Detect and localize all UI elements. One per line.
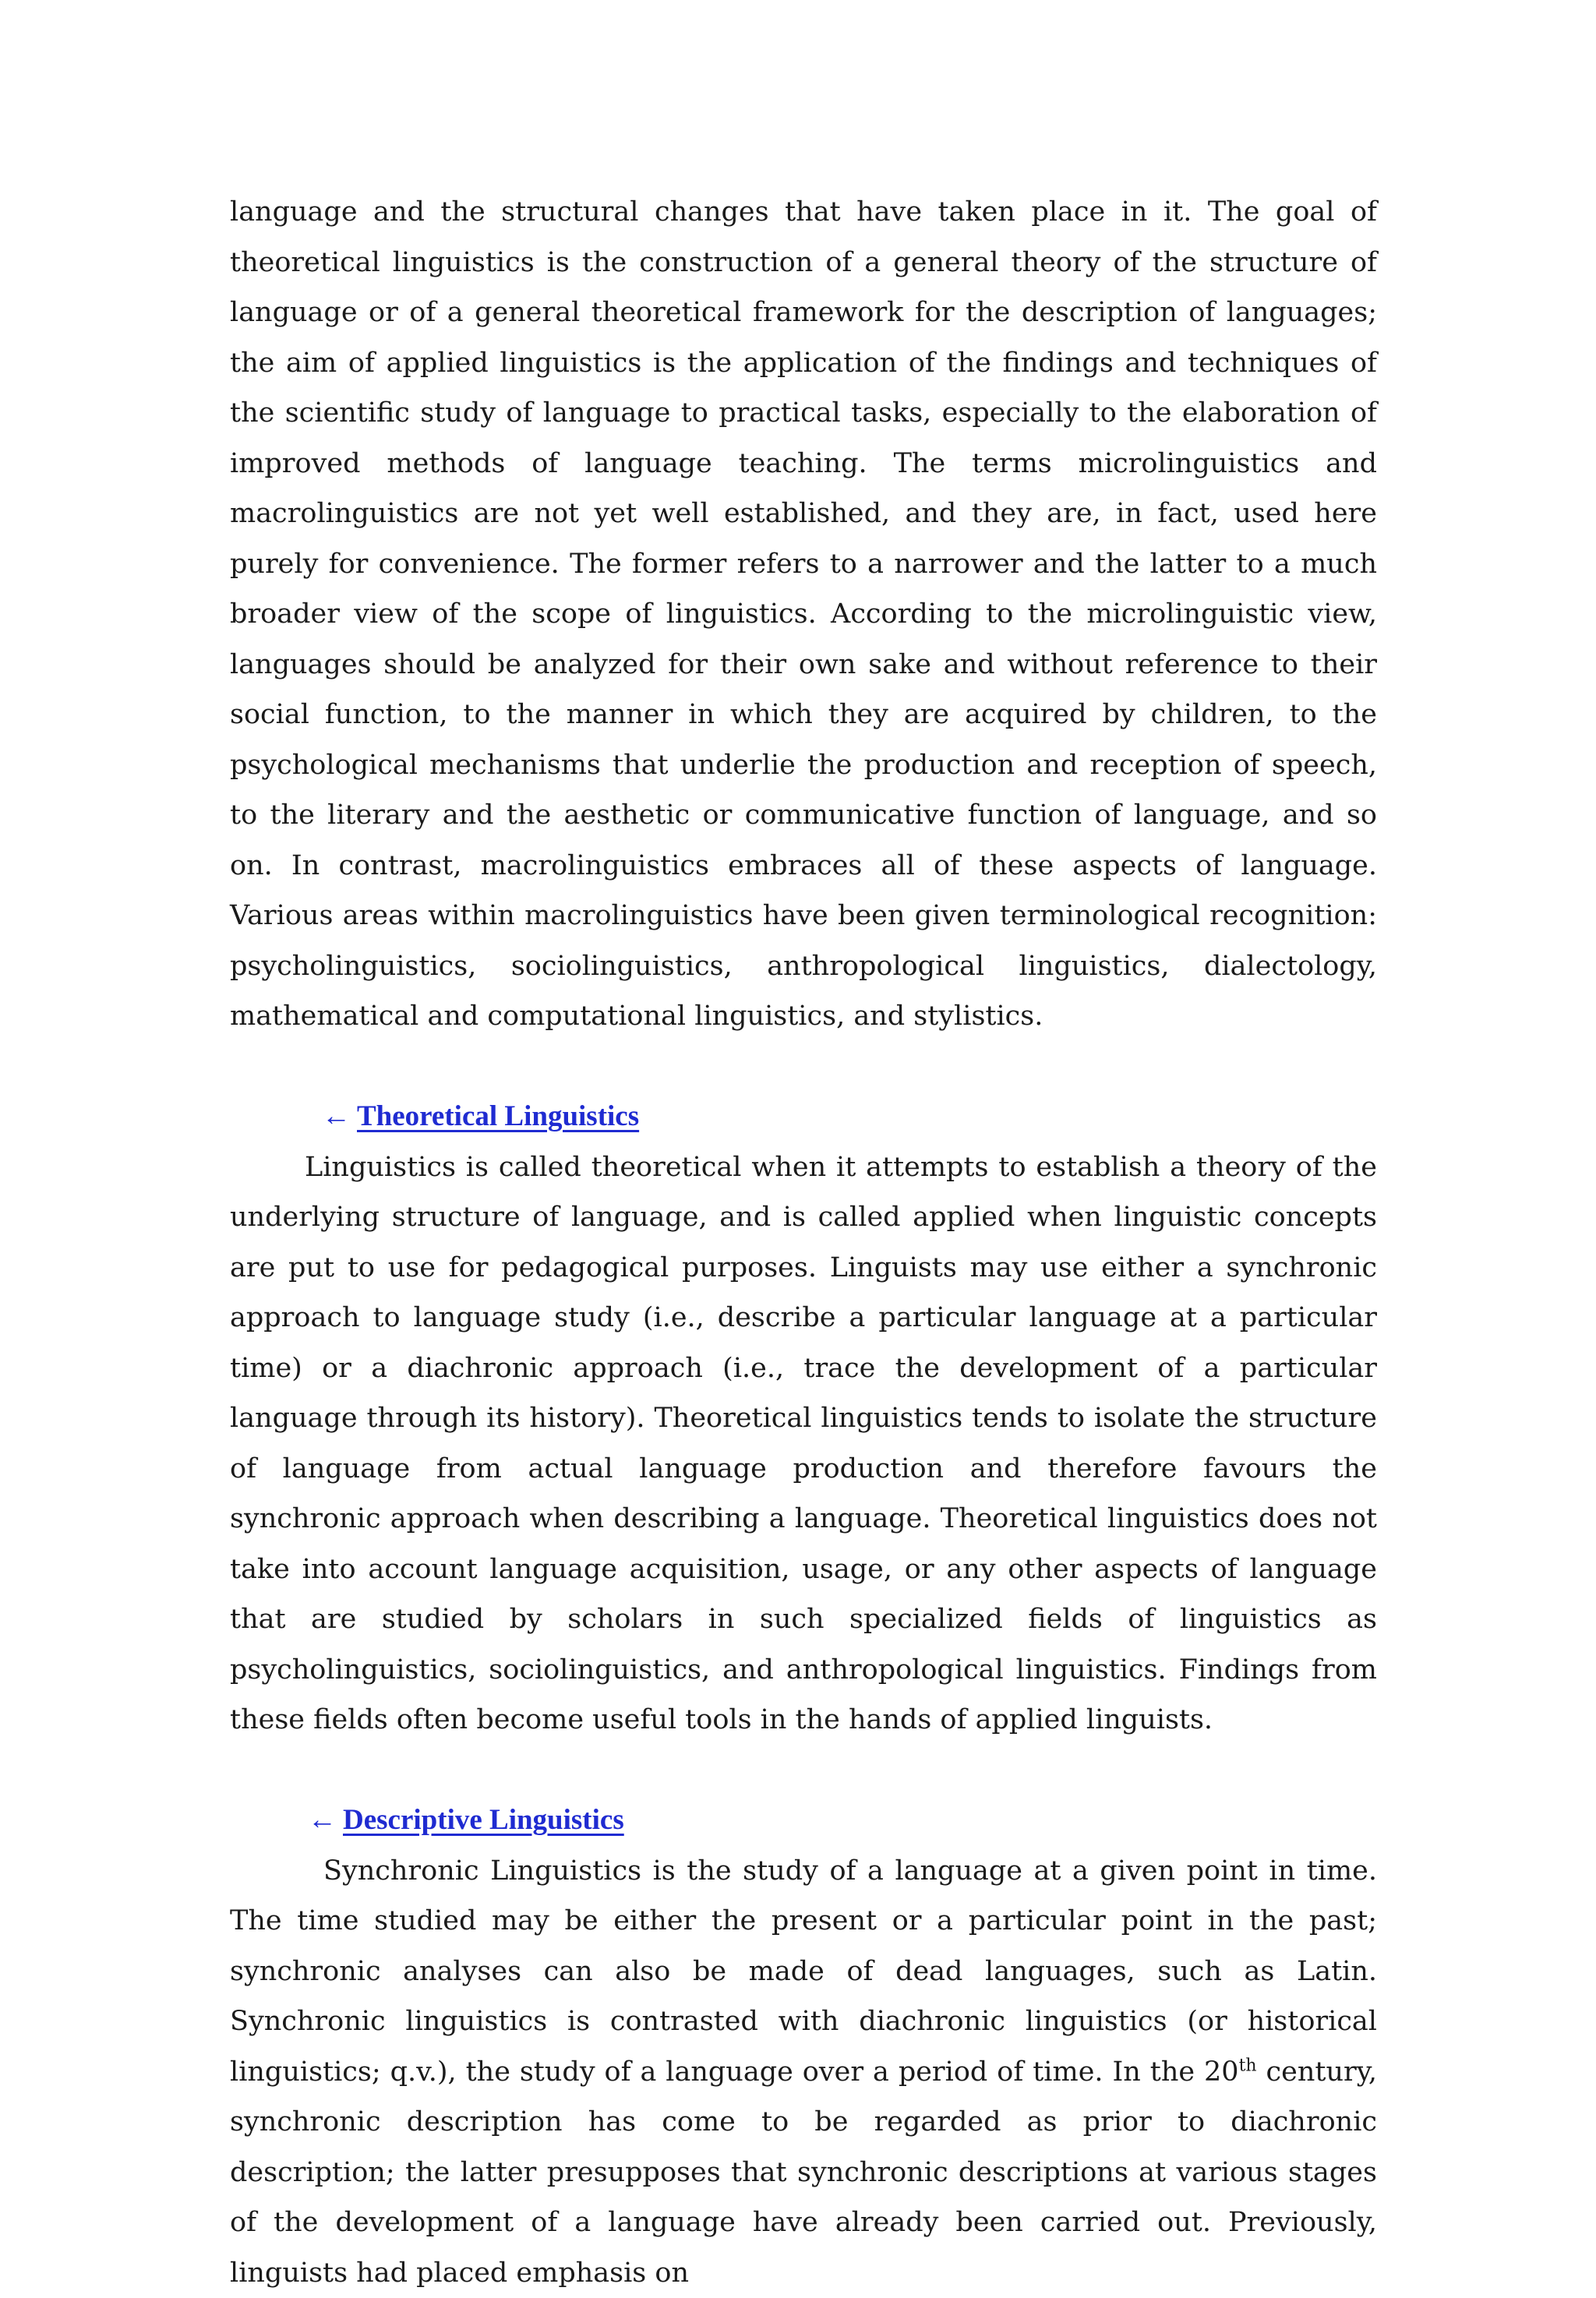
- paragraph-descriptive-part-2: century, synchronic description has come to be regarded as prior to diachronic description; the latter presupposes that synchronic descriptions at various stages of the development of a language have already been carried out. Previously, linguists had placed emphasis on: [230, 2056, 1377, 2289]
- ordinal-superscript: th: [1239, 2056, 1257, 2075]
- left-arrow-icon: ←: [308, 1804, 337, 1836]
- theoretical-linguistics-link[interactable]: Theoretical Linguistics: [357, 1100, 639, 1132]
- left-arrow-icon: ←: [322, 1100, 351, 1132]
- paragraph-descriptive: [230, 1846, 1377, 2298]
- paragraph-intro: language and the structural changes that have taken place in it. The goal of theoretical linguistics is the construction of a general theory of the structure of language or of a general theoretical framework for the description of languages; the aim of applied linguistics is the application of the findings and techniques of the scientific study of language to practical tasks, especially to the elaboration of improved methods of language teaching. The terms microlinguistics and macrolinguistics are not yet well established, and they are, in fact, used here purely for convenience. The former refers to a narrower and the latter to a much broader view of the scope of linguistics. According to the microlinguistic view, languages should be analyzed for their own sake and without reference to their social function, to the manner in which they are acquired by children, to the psychological mechanisms that underlie the production and reception of speech, to the literary and the aesthetic or communicative function of language, and so on. In contrast, macrolinguistics embraces all of these aspects of language. Various areas within macrolinguistics have been given terminological recognition: psycholinguistics, sociolinguistics, anthropological linguistics, dialectology, mathematical and computational linguistics, and stylistics.: [230, 187, 1377, 1042]
- section-heading-descriptive: [230, 1795, 1377, 1846]
- document-page: [230, 187, 1377, 2298]
- section-heading-theoretical: [230, 1092, 1377, 1142]
- paragraph-descriptive-part-1: Synchronic Linguistics is the study of a language at a given point in time. The time studied may be either the present or a particular point in the past; synchronic analyses can also be made of dead languages, such as Latin. Synchronic linguistics is contrasted with diachronic linguistics (or historical linguistics; q.v.), the study of a language over a period of time. In the 20: [230, 1855, 1377, 2088]
- paragraph-theoretical: Linguistics is called theoretical when it attempts to establish a theory of the underlying structure of language, and is called applied when linguistic concepts are put to use for pedagogical purposes. Linguists may use either a synchronic approach to language study (i.e., describe a particular language at a particular time) or a diachronic approach (i.e., trace the development of a particular language through its history). Theoretical linguistics tends to isolate the structure of language from actual language production and therefore favours the synchronic approach when describing a language. Theoretical linguistics does not take into account language acquisition, usage, or any other aspects of language that are studied by scholars in such specialized fields of linguistics as psycholinguistics, sociolinguistics, and anthropological linguistics. Findings from these fields often become useful tools in the hands of applied linguists.: [230, 1142, 1377, 1746]
- descriptive-linguistics-link[interactable]: Descriptive Linguistics: [343, 1804, 624, 1836]
